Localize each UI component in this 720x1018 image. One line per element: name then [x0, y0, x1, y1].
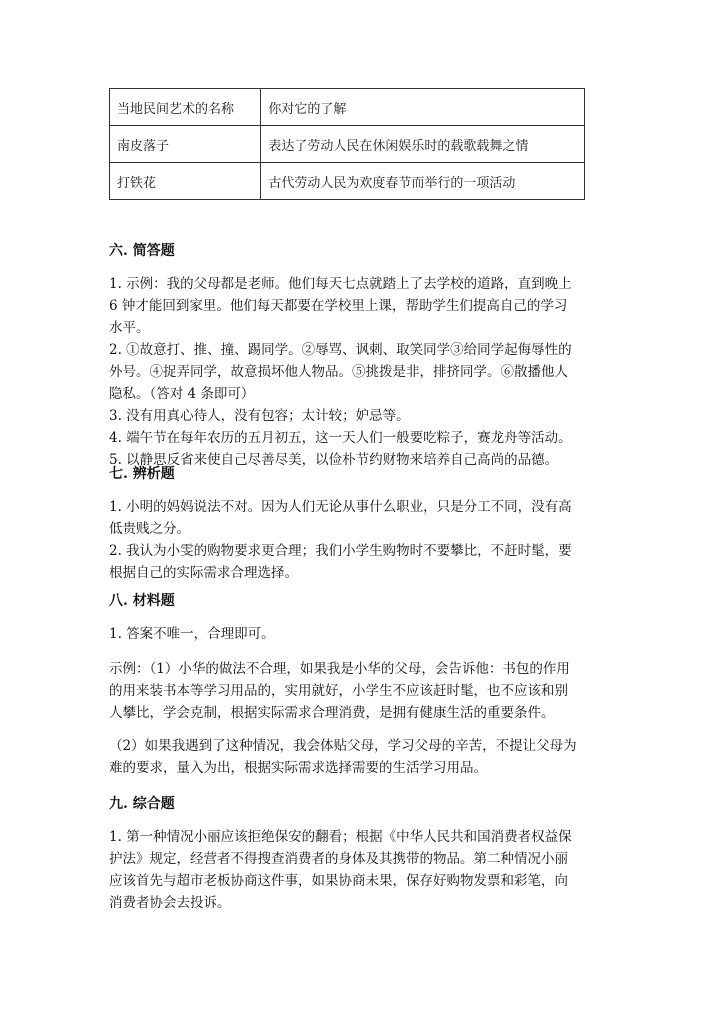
text-line: 6 钟才能回到家里。他们每天都要在学校里上课，帮助学生们提高自己的学习 [109, 298, 568, 314]
folk-art-table [109, 88, 585, 200]
comprehensive-block [109, 826, 611, 914]
text-line: 人攀比，学会克制，根据实际需求合理消费，是拥有健康生活的重要条件。 [109, 705, 555, 721]
text-line: 5. 以静思反省来使自己尽善尽美，以俭朴节约财物来培养自己高尚的品德。 [109, 452, 559, 468]
text-line: 1. 答案不唯一，合理即可。 [109, 626, 275, 642]
text-line: 1. 小明的妈妈说法不对。因为人们无论从事什么职业，只是分工不同，没有高 [109, 499, 572, 515]
text-line: 2. ①故意打、推、撞、踢同学。②辱骂、讽刺、取笑同学③给同学起侮辱性的 [109, 342, 572, 358]
text-line: 低贵贱之分。 [109, 521, 190, 537]
text-line: 2. 我认为小雯的购物要求更合理；我们小学生购物时不要攀比，不赶时髦，要 [109, 543, 572, 559]
text-line: 1. 示例：我的父母都是老师。他们每天七点就踏上了去学校的道路，直到晚上 [109, 276, 572, 292]
section-title-short-answer: 六. 简答题 [109, 243, 175, 259]
table-cell: 古代劳动人民为欢度春节而举行的一项活动 [261, 163, 585, 200]
table-cell: 南皮落子 [110, 126, 261, 163]
table-header-cell: 当地民间艺术的名称 [110, 89, 261, 126]
material-example [109, 658, 611, 724]
text-line: 难的要求，量入为出，根据实际需求选择需要的生活学习用品。 [109, 760, 487, 776]
table-header-row [110, 89, 585, 126]
section-title-material: 八. 材料题 [109, 593, 175, 609]
text-line: 3. 没有用真心待人，没有包容；太计较；妒忌等。 [109, 408, 410, 424]
text-line: 消费者协会去投诉。 [109, 895, 231, 911]
table-row [110, 163, 585, 200]
text-line: 外号。④捉弄同学，故意损坏他人物品。⑤挑拨是非，排挤同学。⑥散播他人 [109, 364, 568, 380]
analysis-block [109, 496, 611, 584]
material-example-2 [109, 735, 611, 779]
section-title-comprehensive: 九. 综合题 [109, 796, 175, 812]
text-line: 1. 第一种情况小丽应该拒绝保安的翻看；根据《中华人民共和国消费者权益保 [109, 829, 572, 845]
text-line: 的用来装书本等学习用品的，实用就好，小学生不应该赶时髦，也不应该和别 [109, 683, 568, 699]
short-answer-block [109, 273, 611, 471]
material-answer-1 [109, 623, 611, 645]
text-line: 护法》规定，经营者不得搜查消费者的身体及其携带的物品。第二种情况小丽 [109, 851, 568, 867]
text-line: （2）如果我遇到了这种情况，我会体贴父母，学习父母的辛苦，不提让父母为 [109, 738, 577, 754]
text-line: 应该首先与超市老板协商这件事，如果协商未果，保存好购物发票和彩笔，向 [109, 873, 568, 889]
table-row [110, 126, 585, 163]
section-title-analysis: 七. 辨析题 [109, 466, 175, 482]
text-line: 水平。 [109, 320, 150, 336]
table-cell: 表达了劳动人民在休闲娱乐时的载歌载舞之情 [261, 126, 585, 163]
table-header-cell: 你对它的了解 [261, 89, 585, 126]
table-cell: 打铁花 [110, 163, 261, 200]
text-line: 隐私。（答对 4 条即可） [109, 386, 255, 402]
text-line: 根据自己的实际需求合理选择。 [109, 565, 298, 581]
text-line: 4. 端午节在每年农历的五月初五，这一天人们一般要吃粽子，赛龙舟等活动。 [109, 430, 572, 446]
text-line: 示例：（1）小华的做法不合理，如果我是小华的父母，会告诉他：书包的作用 [109, 661, 570, 677]
